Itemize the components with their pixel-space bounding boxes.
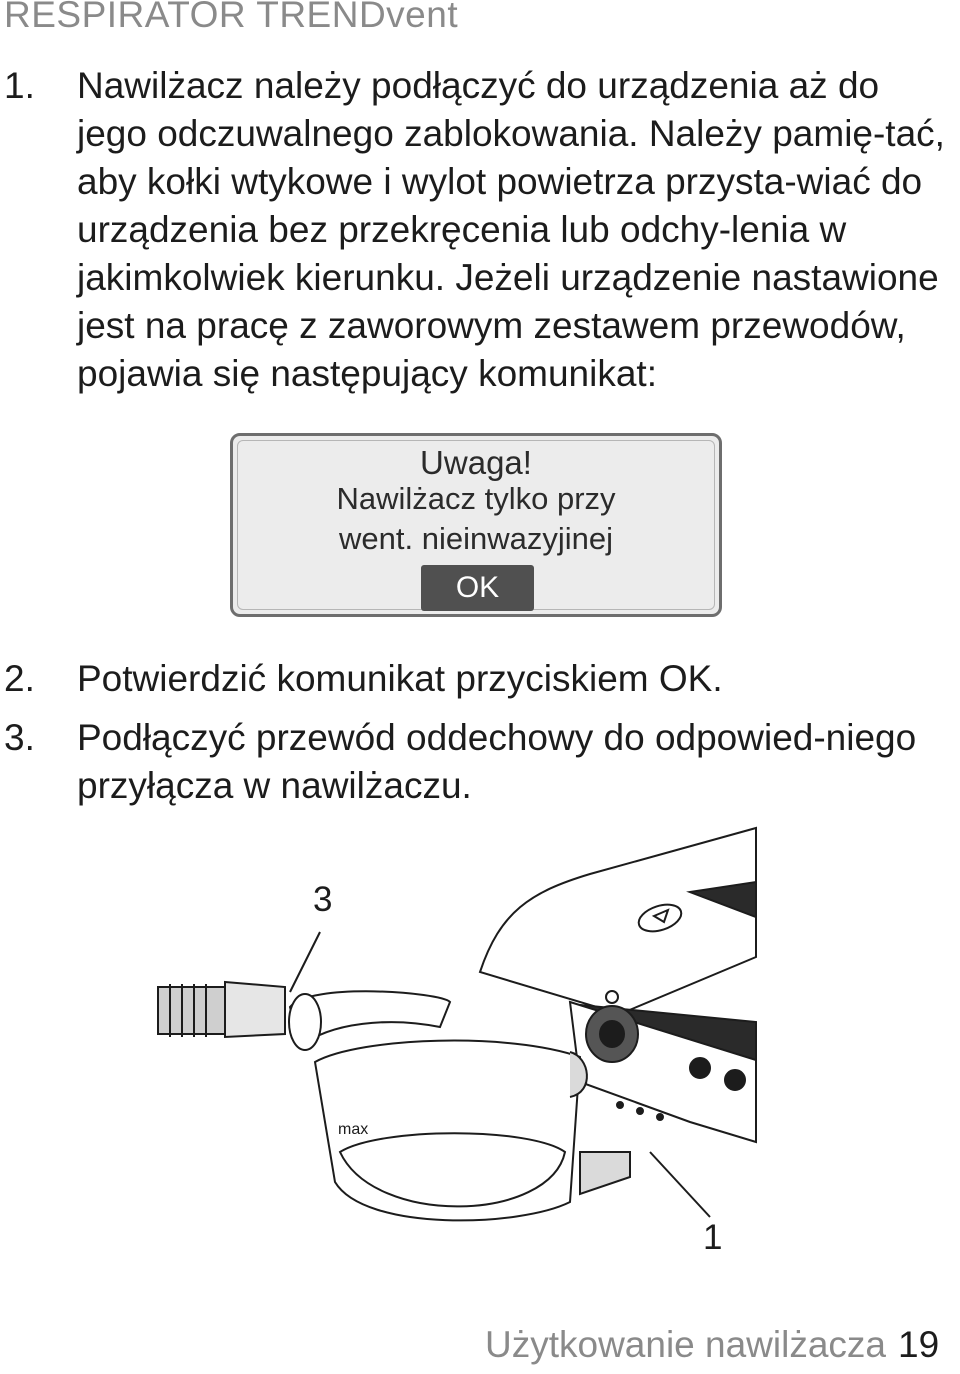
running-header: RESPIRATOR TRENDvent: [4, 0, 459, 35]
callout-number-1: 1: [703, 1218, 723, 1257]
step-3: [4, 714, 957, 810]
step-number: 3.: [4, 717, 35, 758]
step-number: 1.: [4, 65, 35, 106]
step-2: [4, 655, 957, 703]
dialog-message-line: went. nieinwazyjinej: [339, 521, 613, 556]
page-number: 19: [898, 1324, 940, 1365]
max-fill-label: max: [338, 1121, 369, 1138]
dialog-title: Uwaga!: [420, 444, 532, 481]
breathing-hose: [158, 982, 285, 1037]
step-number: 2.: [4, 658, 35, 699]
ok-button[interactable]: OK: [421, 565, 534, 611]
callout-number-3: 3: [313, 880, 333, 919]
step-text: Podłączyć przewód oddechowy do odpowied-niego przyłącza w nawilżaczu.: [77, 717, 917, 806]
step-text: Potwierdzić komunikat przyciskiem OK.: [77, 658, 723, 699]
step-text: Nawilżacz należy podłączyć do urządzenia aż do jego odczuwalnego zablokowania. Należy pamię-tać, aby kołki wtykowe i wylot powietrza przysta-wiać do urządzenia bez przekręcenia lub odchy-lenia w jakimkolwiek kierunku. Jeżeli urządzenie nastawione jest na pracę z zaworowym zestawem przewodów, pojawia się następujący komunikat:: [77, 65, 945, 394]
footer-section-title: Użytkowanie nawilżacza: [485, 1324, 887, 1365]
dialog-message-line: Nawilżacz tylko przy: [336, 481, 616, 516]
step-1: [4, 62, 957, 398]
warning-dialog: [230, 433, 722, 617]
humidifier-connection-illustration: [150, 822, 760, 1242]
